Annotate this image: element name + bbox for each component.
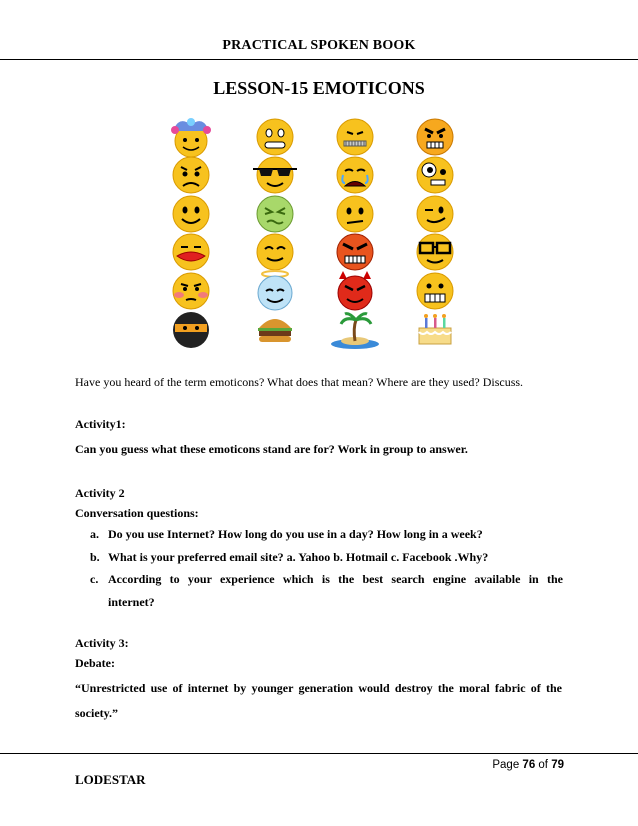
- red-lips-face-icon: [163, 232, 219, 272]
- worried-face-icon: [163, 155, 219, 195]
- angel-face-icon: [247, 271, 303, 311]
- angry-face-icon: [407, 117, 463, 157]
- unsure-face-icon: [327, 194, 383, 234]
- footer-rule: [0, 753, 638, 754]
- question-a-text: Do you use Internet? How long do you use in a day? How long in a week?: [108, 527, 483, 541]
- lesson-title: LESSON-15 EMOTICONS: [213, 78, 425, 98]
- activity2-subheading: Conversation questions:: [75, 506, 199, 520]
- crying-face-icon: [327, 155, 383, 195]
- hamburger-icon: [247, 310, 303, 350]
- page-of: of: [535, 759, 552, 771]
- emoticon-grid: [163, 117, 483, 349]
- debate-quote-line2: society.”: [75, 706, 118, 720]
- activity3-heading: Activity 3:: [75, 636, 129, 650]
- activity3-subheading: Debate:: [75, 656, 115, 670]
- activity1-text: Can you guess what these emoticons stand are for? Work in group to answer.: [75, 442, 468, 456]
- page-number: [492, 759, 564, 771]
- question-a-marker: a.: [90, 527, 99, 541]
- footer-label: LODESTAR: [75, 772, 146, 787]
- question-c-marker: c.: [90, 572, 99, 586]
- embarrassed-face-icon: [163, 271, 219, 311]
- winking-tongue-face-icon: [407, 194, 463, 234]
- question-c-text-line1: According to your experience which is the best search engine available in the: [108, 572, 563, 586]
- running-header: PRACTICAL SPOKEN BOOK: [222, 38, 416, 53]
- page-total: 79: [551, 759, 564, 771]
- header-rule: [0, 59, 638, 60]
- grinning-face-icon: [247, 117, 303, 157]
- page-prefix: Page: [492, 759, 523, 771]
- page-current: 76: [522, 759, 536, 771]
- question-b-text: What is your preferred email site? a. Yahoo b. Hotmail c. Facebook .Why?: [108, 550, 489, 564]
- intro-paragraph: Have you heard of the term emoticons? What does that mean? Where are they used? Discuss.: [75, 375, 524, 389]
- devil-face-icon: [327, 271, 383, 311]
- toothy-grimace-face-icon: [407, 271, 463, 311]
- debate-quote-line1: “Unrestricted use of internet by younger generation would destroy the moral fabric of the: [75, 681, 562, 695]
- activity2-heading: Activity 2: [75, 486, 125, 500]
- activity1-heading: Activity1:: [75, 417, 126, 431]
- sick-green-face-icon: [247, 194, 303, 234]
- furious-face-icon: [327, 232, 383, 272]
- question-b-marker: b.: [90, 550, 100, 564]
- birthday-cake-icon: [407, 310, 463, 350]
- ninja-face-icon: [163, 310, 219, 350]
- island-icon: [327, 310, 383, 350]
- cool-sunglasses-face-icon: [247, 155, 303, 195]
- jester-face-icon: [163, 117, 219, 157]
- question-c-text-line2: internet?: [108, 595, 155, 609]
- nerd-glasses-face-icon: [407, 232, 463, 272]
- smiling-face-icon: [163, 194, 219, 234]
- blushing-face-icon: [247, 232, 303, 272]
- crazy-eye-face-icon: [407, 155, 463, 195]
- zipped-mouth-face-icon: [327, 117, 383, 157]
